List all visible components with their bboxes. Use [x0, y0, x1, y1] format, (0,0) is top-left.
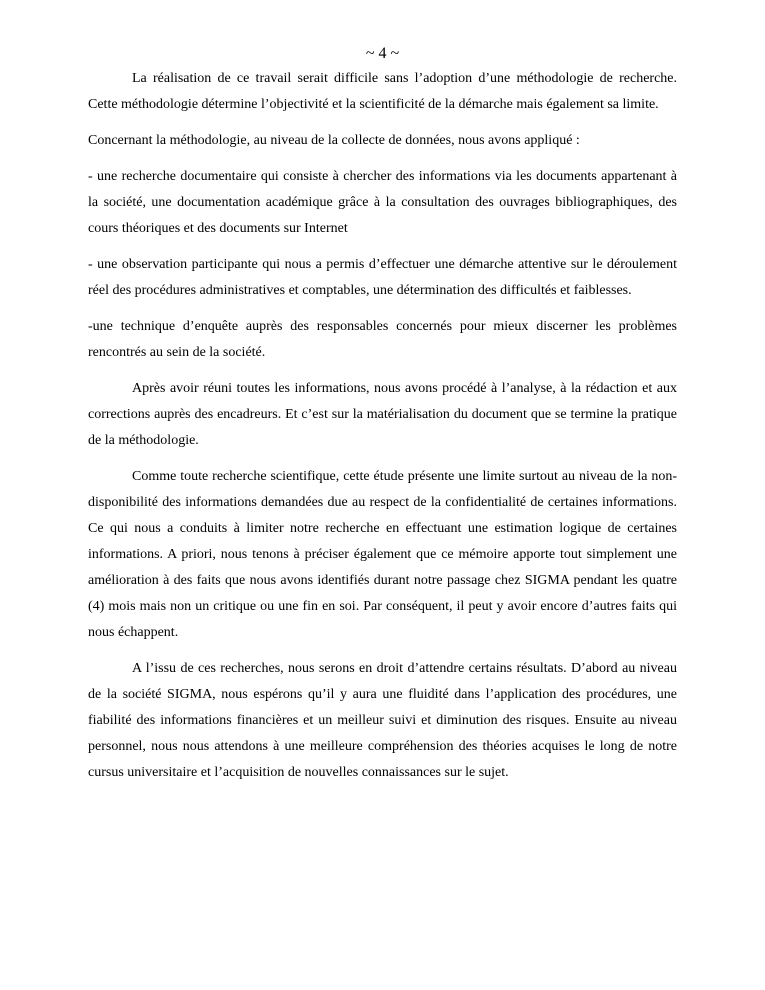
paragraph-survey-technique: -une technique d’enquête auprès des responsables concernés pour mieux discerner les problèmes rencontrés au sein de la société.: [88, 319, 677, 360]
paragraph-methodology-intro: La réalisation de ce travail serait difficile sans l’adoption d’une méthodologie de recherche. Cette méthodologie détermine l’objectivité et la scientificité de la démarche mais également sa limite.: [88, 71, 677, 112]
paragraph-analysis: Après avoir réuni toutes les informations, nous avons procédé à l’analyse, à la rédaction et aux corrections auprès des encadreurs. Et c’est sur la matérialisation du document que se termine la pratique de la méthodologie.: [88, 381, 677, 448]
page-number: ~ 4 ~: [365, 45, 400, 62]
paragraph-data-collection: Concernant la méthodologie, au niveau de la collecte de données, nous avons appliqué :: [88, 133, 580, 148]
paragraph-documentary-research: - une recherche documentaire qui consiste à chercher des informations via les documents appartenant à la société, une documentation académique grâce à la consultation des ouvrages bibliographiques, des cours théoriques et des documents sur Internet: [88, 169, 677, 236]
paragraph-expected-results: A l’issu de ces recherches, nous serons en droit d’attendre certains résultats. D’abord au niveau de la société SIGMA, nous espérons qu’il y aura une fluidité dans l’application des procédures, une fiabilité des informations financières et un meilleur suivi et diminution des risques. Ensuite au niveau personnel, nous nous attendons à une meilleure compréhension des théories acquises le long de notre cursus universitaire et l’acquisition de nouvelles connaissances sur le sujet.: [88, 661, 677, 780]
paragraph-limits: Comme toute recherche scientifique, cette étude présente une limite surtout au niveau de la non-disponibilité des informations demandées due au respect de la confidentialité de certaines informations. Ce qui nous a conduits à limiter notre recherche en effectuant une estimation logique de certaines informations. A priori, nous tenons à préciser également que ce mémoire apporte tout simplement une amélioration à des faits que nous avons identifiés durant notre passage chez SIGMA pendant les quatre (4) mois mais non un critique ou une fin en soi. Par conséquent, il peut y avoir encore d’autres faits qui nous échappent.: [88, 469, 677, 640]
document-body: [88, 66, 677, 796]
paragraph-participant-observation: - une observation participante qui nous a permis d’effectuer une démarche attentive sur le déroulement réel des procédures administratives et comptables, une détermination des difficultés et faiblesses.: [88, 257, 677, 298]
